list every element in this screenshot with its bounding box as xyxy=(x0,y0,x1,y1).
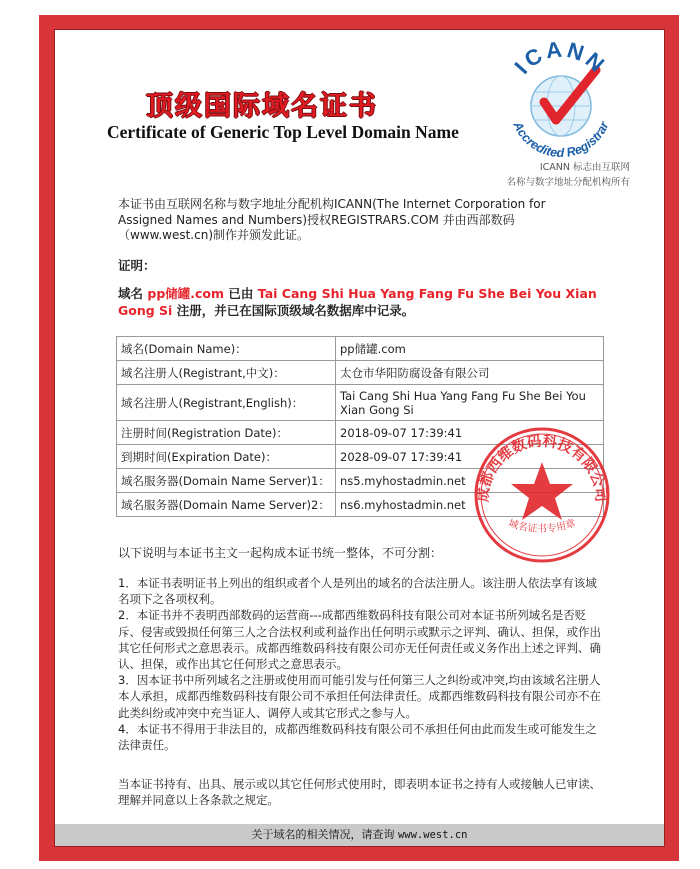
cert-registrant: Tai Cang Shi Hua Yang Fang Fu She Bei You Xian Gong Si xyxy=(118,286,597,318)
footer-text: 关于域名的相关情况，请查询 xyxy=(251,828,395,841)
seal-ring-text: 成都西维数码科技有限公司 xyxy=(475,433,609,503)
title-chinese: 顶级国际域名证书 xyxy=(146,91,378,122)
logo-caption-line2: 名称与数字地址分配机构所有 xyxy=(506,177,630,188)
cert-prefix: 域名 xyxy=(118,286,144,301)
icann-logo xyxy=(496,40,626,165)
logo-text-bottom: Accredited Registrar xyxy=(510,119,612,161)
cert-middle: 已由 xyxy=(228,286,254,301)
note-item: 3．因本证书中所列域名之注册或使用而可能引发与任何第三人之纠纷或冲突,均由该域名注册人本人承担，成都西维数码科技有限公司不承担任何法律责任。成都西维数码科技有限公司亦不在此类纠纷或冲突中充当证人、调停人或其它形式之参与人。 xyxy=(118,673,601,720)
row-label: 到期时间(Expiration Date)： xyxy=(117,445,336,469)
row-value: ns5.myhostadmin.net xyxy=(336,469,604,493)
row-value: ns6.myhostadmin.net xyxy=(336,493,604,517)
table-row xyxy=(117,337,604,361)
row-value: 太仓市华阳防腐设备有限公司 xyxy=(336,361,604,385)
row-label: 域名服务器(Domain Name Server)2： xyxy=(117,493,336,517)
cert-suffix: 注册，并已在国际顶级域名数据库中记录。 xyxy=(176,303,415,318)
footer-bar xyxy=(55,824,664,846)
row-value: 2018-09-07 17:39:41 xyxy=(336,421,604,445)
svg-text:域名证书专用章 xyxy=(507,516,577,535)
logo-text-top: ICANN xyxy=(509,40,612,79)
row-value: pp储罐.com xyxy=(336,337,604,361)
note-item: 4．本证书不得用于非法目的，成都西维数码科技有限公司不承担任何由此而发生或可能发生之法律责任。 xyxy=(118,721,597,753)
row-label: 域名服务器(Domain Name Server)1： xyxy=(117,469,336,493)
row-value: Tai Cang Shi Hua Yang Fang Fu She Bei You Xian Gong Si xyxy=(336,385,604,421)
notes-list xyxy=(118,575,606,753)
closing-paragraph: 当本证书持有、出具、展示或以其它任何形式使用时，即表明本证书之持有人或接触人已审读、理解并同意以上各条款之规定。 xyxy=(118,777,601,807)
footer-link[interactable]: www.west.cn xyxy=(397,829,468,841)
certify-label: 证明： xyxy=(118,258,156,273)
cert-domain: pp储罐.com xyxy=(147,286,225,301)
logo-caption xyxy=(470,160,630,190)
note-item: 1．本证书表明证书上列出的组织或者个人是列出的域名的合法注册人。该注册人依法享有该域名项下之各项权利。 xyxy=(118,576,597,607)
row-label: 注册时间(Registration Date)： xyxy=(117,421,336,445)
row-label: 域名(Domain Name)： xyxy=(117,337,336,361)
row-label: 域名注册人(Registrant,中文)： xyxy=(117,361,336,385)
seal-star-icon xyxy=(511,462,573,520)
table-row xyxy=(117,385,604,421)
notes-heading: 以下说明与本证书主文一起构成本证书统一整体，不可分割： xyxy=(118,546,443,560)
row-label: 域名注册人(Registrant,English)： xyxy=(117,385,336,421)
row-value: 2028-09-07 17:39:41 xyxy=(336,445,604,469)
svg-text:ICANN xyxy=(510,40,612,79)
company-seal xyxy=(462,420,622,565)
logo-caption-line1: ICANN 标志由互联网 xyxy=(539,162,630,173)
certification-statement xyxy=(118,285,606,319)
seal-bottom-text: 域名证书专用章 xyxy=(506,518,578,535)
note-item: 2．本证书并不表明西部数码的运营商---成都西维数码科技有限公司对本证书所列域名是否贬斥、侵害或毁损任何第三人之合法权利或利益作出任何明示或默示之评判、确认、担保，或作出其它任何形式之意思表示。成都西维数码科技有限公司亦无任何责任或义务作出上述之评判、确认、担保，或作出其它任何形式之意思表示。 xyxy=(118,608,601,672)
table-row xyxy=(117,361,604,385)
intro-paragraph: 本证书由互联网名称与数字地址分配机构ICANN(The Internet Corporation for Assigned Names and Numbers)授权REGISTRARS.COM 并由西部数码（www.west.cn)制作并颁发此证。 xyxy=(118,197,546,242)
title-english: Certificate of Generic Top Level Domain Name xyxy=(107,122,459,142)
